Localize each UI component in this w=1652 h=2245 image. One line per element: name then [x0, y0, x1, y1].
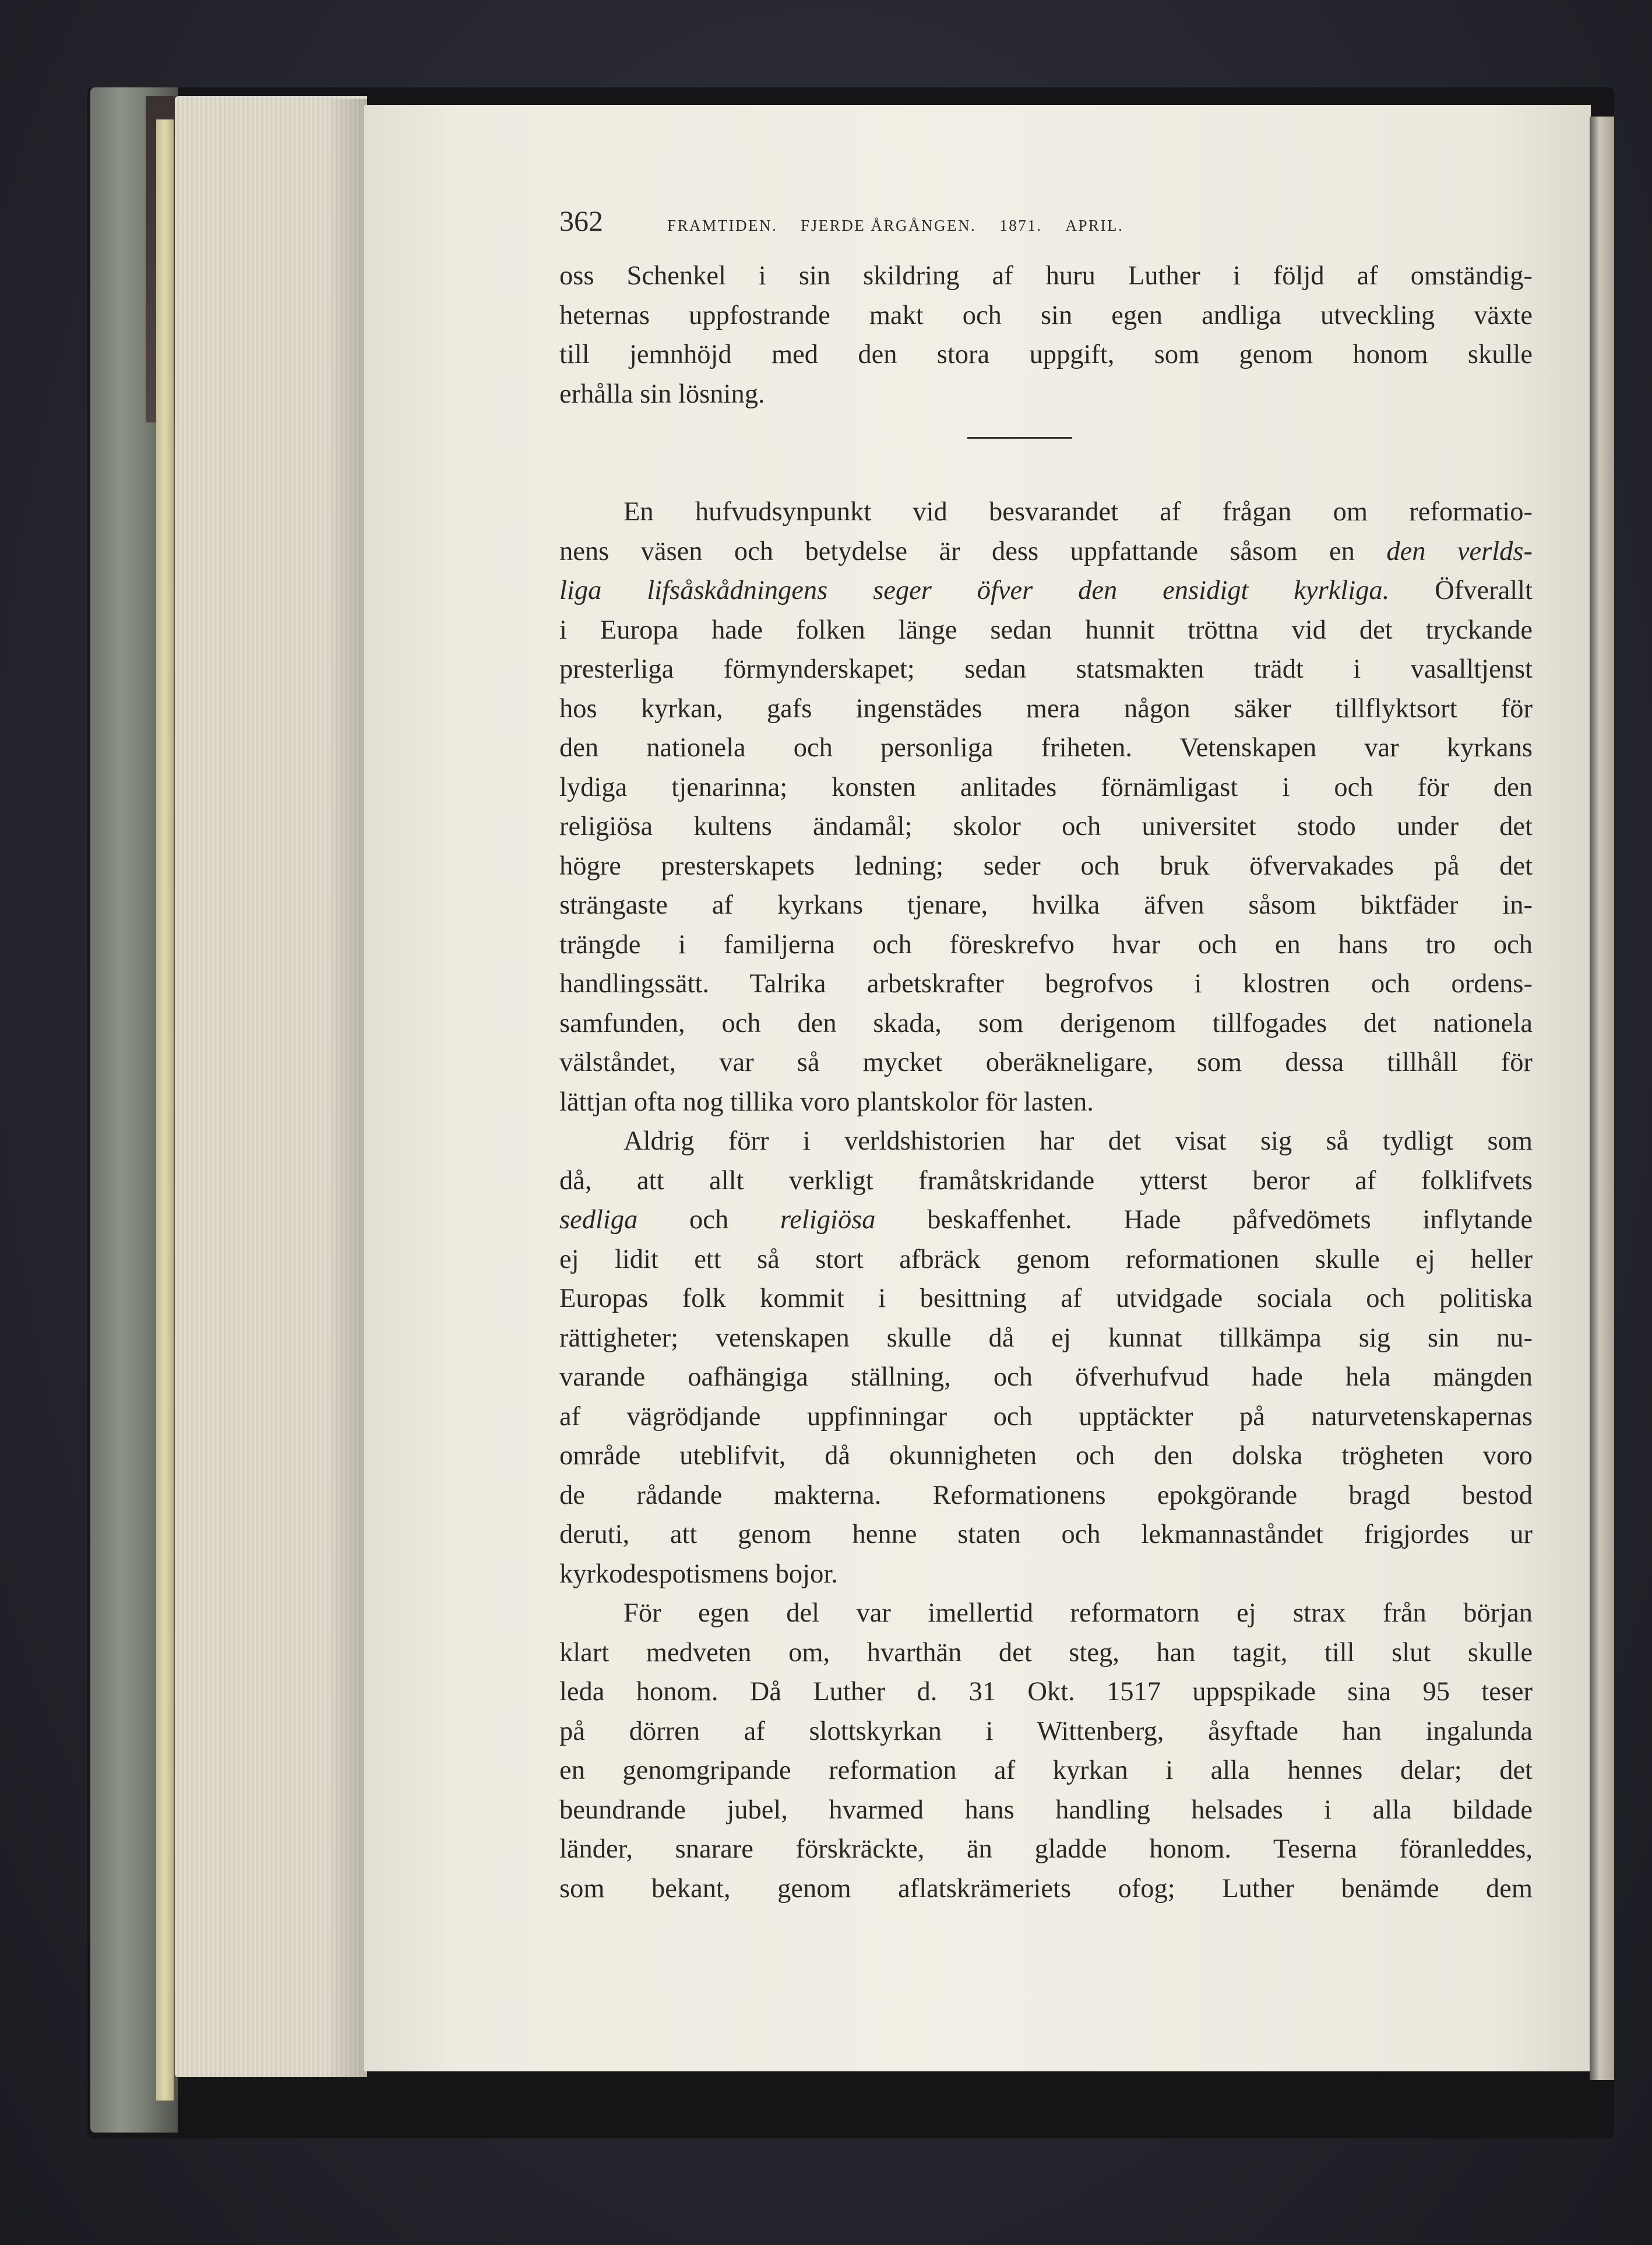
header-year: 1871. — [999, 217, 1042, 234]
text-line: oss Schenkel i sin skildring af huru Luther i följd af omständig- — [559, 261, 1533, 291]
italic-run: religiösa — [780, 1205, 876, 1235]
text-line: strängaste af kyrkans tjenare, hvilka äfven såsom biktfäder in- — [559, 890, 1533, 920]
text-line — [559, 571, 1533, 611]
page-number: 362 — [559, 205, 603, 237]
text-line: handlingssätt. Talrika arbetskrafter begrofvos i klostren och ordens- — [559, 969, 1533, 999]
text-line: på dörren af slottskyrkan i Wittenberg, åsyftade han ingalunda — [559, 1716, 1533, 1746]
text-line: som bekant, genom aflatskrämeriets ofog; Luther benämde dem — [559, 1873, 1533, 1904]
text-line: de rådande makterna. Reformationens epokgörande bragd bestod — [559, 1480, 1533, 1510]
text-line: kyrkodespotismens bojor. — [559, 1559, 838, 1589]
right-page-edge — [1590, 117, 1614, 2080]
text-line: klart medveten om, hvarthän det steg, han tagit, till slut skulle — [559, 1637, 1533, 1668]
text-run: beskaffenhet. Hade påfvedömets inflytande — [875, 1205, 1533, 1235]
text-line: deruti, att genom henne staten och lekmannaståndet frigjordes ur — [559, 1520, 1533, 1549]
text-line: varande oafhängiga ställning, och öfverhufvud hade hela mängden — [559, 1362, 1533, 1392]
body-text — [559, 256, 1533, 1908]
text-line: trängde i familjerna och föreskrefvo hvar och en hans tro och — [559, 929, 1533, 960]
text-line: i Europa hade folken länge sedan hunnit tröttna vid det tryckande — [559, 615, 1533, 645]
text-line: lättjan ofta nog tillika voro plantskolor för lasten. — [559, 1087, 1094, 1117]
section-separator — [559, 414, 1533, 453]
paragraph-gap — [559, 453, 1533, 493]
text-line: välståndet, var så mycket oberäkneligare, som dessa tillhåll för — [559, 1048, 1533, 1077]
text-line: religiösa kultens ändamål; skolor och universitet stodo under det — [559, 812, 1533, 841]
text-line: beundrande jubel, hvarmed hans handling helsades i alla bildade — [559, 1795, 1533, 1825]
italic-run: sedliga — [559, 1205, 638, 1235]
text-line: samfunden, och den skada, som derigenom tillfogades det nationela — [559, 1008, 1533, 1038]
text-line: För egen del var imellertid reformatorn ej strax från början — [624, 1598, 1533, 1628]
text-line: ej lidit ett så stort afbräck genom reformationen skulle ej heller — [559, 1244, 1533, 1274]
text-line: till jemnhöjd med den stora uppgift, som genom honom skulle — [559, 340, 1533, 369]
text-line: Europas folk kommit i besittning af utvidgade sociala och politiska — [559, 1284, 1533, 1313]
text-line: hos kyrkan, gafs ingenstädes mera någon säker tillflyktsort för — [559, 693, 1533, 724]
separator-rule — [967, 437, 1072, 439]
italic-run: liga lifsåskådningens seger öfver den ensidigt kyrkliga. — [559, 576, 1390, 605]
text-line: heternas uppfostrande makt och sin egen andliga utveckling växte — [559, 300, 1533, 330]
italic-run: den verlds- — [1386, 536, 1533, 566]
text-line — [559, 1200, 1533, 1240]
running-header — [559, 204, 1401, 245]
text-run: och — [637, 1205, 780, 1235]
text-line: den nationela och personliga friheten. Vetenskapen var kyrkans — [559, 733, 1533, 763]
header-volume: FJERDE ÅRGÅNGEN. — [801, 217, 977, 234]
page-gutter-shadow — [326, 99, 367, 2077]
text-line: rättigheter; vetenskapen skulle då ej kunnat tillkämpa sig sin nu- — [559, 1323, 1533, 1353]
text-run: Öfverallt — [1389, 576, 1533, 605]
text-line — [559, 532, 1533, 572]
text-line: en genomgripande reformation af kyrkan i alla hennes delar; det — [559, 1756, 1533, 1785]
text-run: nens väsen och betydelse är dess uppfattande såsom en — [559, 536, 1387, 566]
text-line: presterliga förmynderskapet; sedan statsmakten trädt i vasalltjenst — [559, 654, 1533, 684]
spine-binding — [156, 119, 174, 2100]
header-month: APRIL. — [1065, 217, 1124, 234]
text-line: högre presterskapets ledning; seder och bruk öfvervakades på det — [559, 851, 1533, 881]
text-line: då, att allt verkligt framåtskridande ytterst beror af folklifvets — [559, 1165, 1533, 1196]
text-line: leda honom. Då Luther d. 31 Okt. 1517 uppspikade sina 95 teser — [559, 1677, 1533, 1707]
text-line: erhålla sin lösning. — [559, 379, 765, 409]
header-journal-title: FRAMTIDEN. — [667, 217, 778, 234]
text-line: En hufvudsynpunkt vid besvarandet af frågan om reformatio- — [624, 497, 1533, 527]
text-line: af vägrödjande uppfinningar och upptäckter på naturvetenskapernas — [559, 1401, 1533, 1432]
text-line: område uteblifvit, då okunnigheten och den dolska trögheten voro — [559, 1441, 1533, 1471]
text-line: lydiga tjenarinna; konsten anlitades förnämligast i och för den — [559, 772, 1533, 802]
text-line: Aldrig förr i verldshistorien har det visat sig så tydligt som — [624, 1126, 1533, 1156]
text-line: länder, snarare förskräckte, än gladde honom. Teserna föranleddes, — [559, 1834, 1533, 1864]
